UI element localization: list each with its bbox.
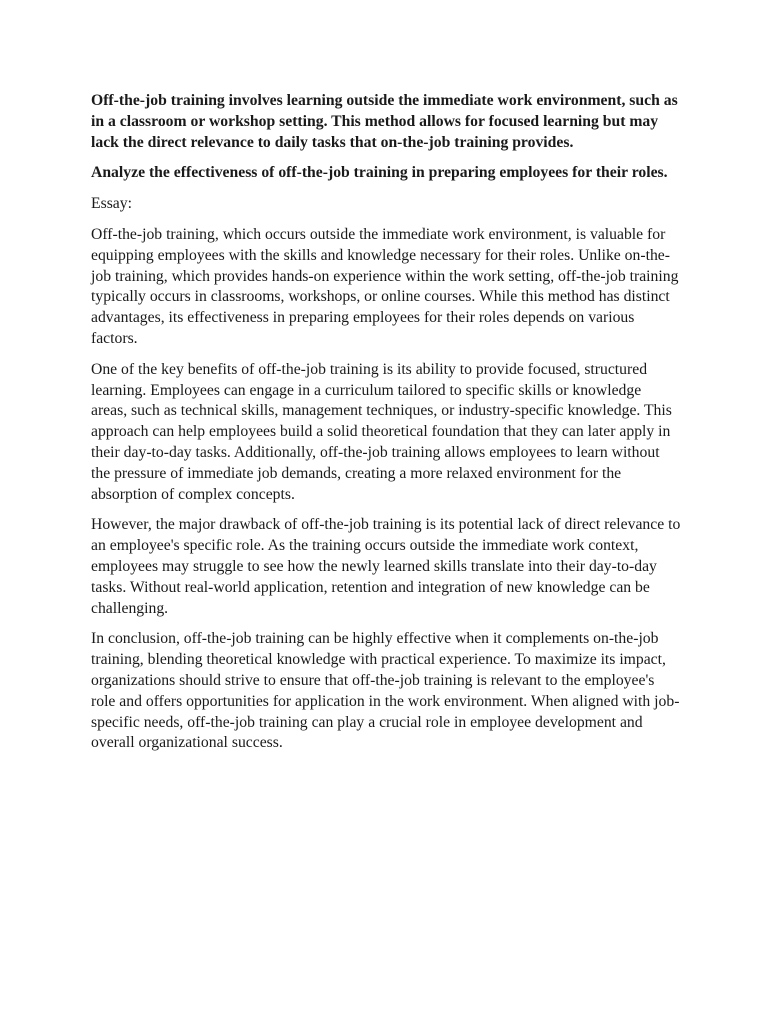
essay-paragraph-1: Off-the-job training, which occurs outside the immediate work environment, is valuable for equipping employees with the skills and knowledge necessary for their roles. Unlike on-the-job training, which provides hands-on experience within the work setting, off-the-job training typically occurs in classrooms, workshops, or online courses. While this method has distinct advantages, its effectiveness in preparing employees for their roles depends on various factors. xyxy=(91,225,679,347)
question-text: Analyze the effectiveness of off-the-job training in preparing employees for their roles. xyxy=(91,164,668,182)
essay-label: Essay: xyxy=(91,195,132,213)
essay-paragraph-3: However, the major drawback of off-the-job training is its potential lack of direct relevance to an employee's specific role. As the training occurs outside the immediate work context, employees may struggle to see how the newly learned skills translate into their day-to-day tasks. Without real-world application, retention and integration of new knowledge can be challenging. xyxy=(91,516,681,617)
essay-paragraph-4: In conclusion, off-the-job training can be highly effective when it complements on-the-job training, blending theoretical knowledge with practical experience. To maximize its impact, organizations should strive to ensure that off-the-job training is relevant to the employee's role and offers opportunities for application in the work environment. When aligned with job-specific needs, off-the-job training can play a crucial role in employee development and overall organizational success. xyxy=(91,630,680,752)
essay-paragraph-2: One of the key benefits of off-the-job training is its ability to provide focused, structured learning. Employees can engage in a curriculum tailored to specific skills or knowledge areas, such as technical skills, management techniques, or industry-specific knowledge. This approach can help employees build a solid theoretical foundation that they can later apply in their day-to-day tasks. Additionally, off-the-job training allows employees to learn without the pressure of immediate job demands, creating a more relaxed environment for the absorption of complex concepts. xyxy=(91,360,672,503)
document-page xyxy=(91,91,681,764)
intro-text: Off-the-job training involves learning outside the immediate work environment, such as in a classroom or workshop setting. This method allows for focused learning but may lack the direct relevance to daily tasks that on-the-job training provides. xyxy=(91,92,678,151)
